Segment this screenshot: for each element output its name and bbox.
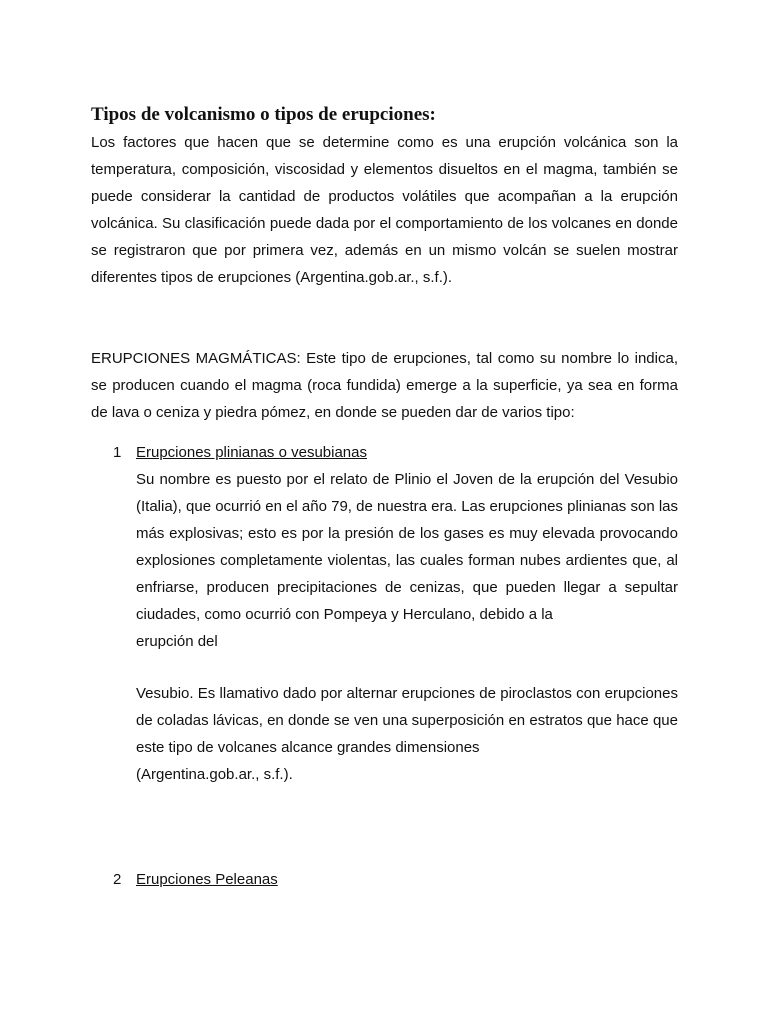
section-heading: Tipos de volcanismo o tipos de erupciones: <box>91 104 436 125</box>
list-title-plinianas: Erupciones plinianas o vesubianas <box>136 444 367 461</box>
list-title-peleanas: Erupciones Peleanas <box>136 871 278 888</box>
magmaticas-paragraph: ERUPCIONES MAGMÁTICAS: Este tipo de erupciones, tal como su nombre lo indica, se producen cuando el magma (roca fundida) emerge a la superficie, ya sea en forma de lava o ceniza y piedra pómez, en donde se pueden dar de varios tipo: <box>91 350 678 421</box>
list-number-2: 2 <box>113 871 122 888</box>
plinianas-paragraph-1: Su nombre es puesto por el relato de Plinio el Joven de la erupción del Vesubio (Italia), que ocurrió en el año 79, de nuestra era. Las erupciones plinianas son las más explosivas; esto es por la presión de los gases es muy elevada provocando explosiones completamente violentas, las cuales forman nubes ardientes que, al enfriarse, producen precipitaciones de cenizas, que pueden llegar a sepultar ciudades, como ocurrió con Pompeya y Herculano, debido a la <box>136 471 678 623</box>
list-number-1: 1 <box>113 444 122 461</box>
plinianas-paragraph-2: Vesubio. Es llamativo dado por alternar erupciones de piroclastos con erupciones de coladas lávicas, en donde se ven una superposición en estratos que hace que este tipo de volcanes alcance grandes dimensiones <box>136 685 678 756</box>
intro-paragraph: Los factores que hacen que se determine como es una erupción volcánica son la temperatura, composición, viscosidad y elementos disueltos en el magma, también se puede considerar la cantidad de productos volátiles que acompañan a la erupción volcánica. Su clasificación puede dada por el comportamiento de los volcanes en donde se registraron que por primera vez, además en un mismo volcán se suelen mostrar diferentes tipos de erupciones (Argentina.gob.ar., s.f.). <box>91 134 678 286</box>
plinianas-paragraph-2-end: (Argentina.gob.ar., s.f.). <box>136 766 293 783</box>
plinianas-paragraph-1-end: erupción del <box>136 633 218 650</box>
